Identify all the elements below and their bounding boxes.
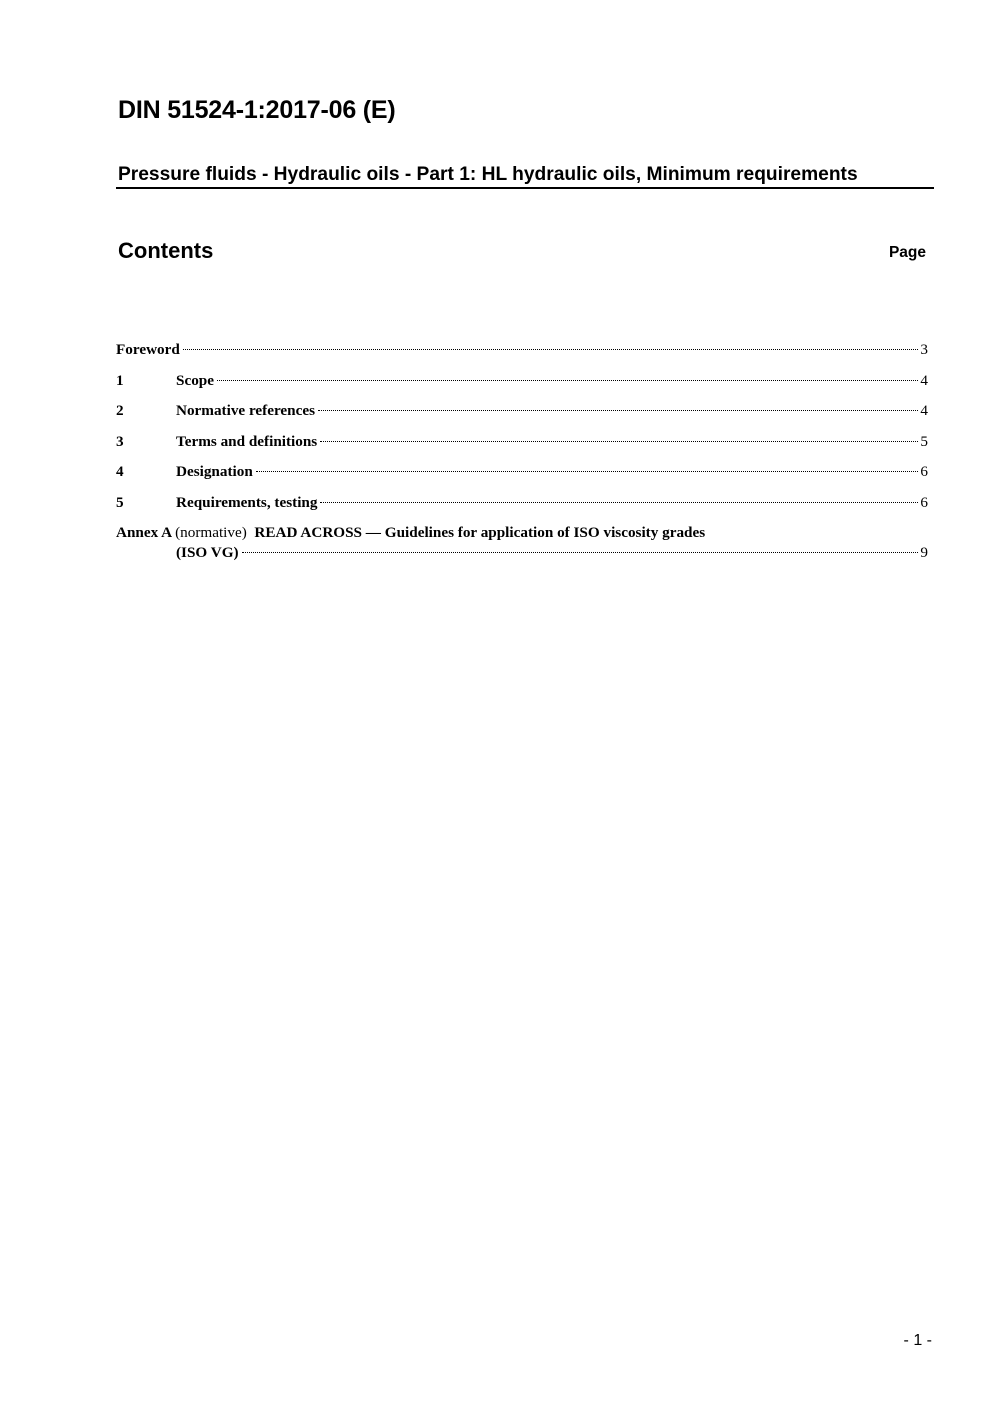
toc-entry-terms-and-definitions[interactable] <box>116 432 928 452</box>
toc-entry-annex-a[interactable] <box>116 523 928 563</box>
document-subtitle: Pressure fluids - Hydraulic oils - Part 1: HL hydraulic oils, Minimum requirements <box>116 162 934 189</box>
toc-entry-title: Foreword <box>116 341 180 358</box>
annex-status: (normative) <box>175 524 247 541</box>
annex-title-continuation: (ISO VG) <box>176 544 239 561</box>
dot-leader <box>183 349 919 350</box>
toc-entry-page: 4 <box>920 402 928 419</box>
toc-entry-foreword[interactable] <box>116 340 928 360</box>
dot-leader <box>217 380 918 381</box>
toc-entry-number: 3 <box>116 432 124 450</box>
toc-entry-number: 4 <box>116 463 124 480</box>
table-of-contents <box>116 340 928 563</box>
toc-entry-title: Scope <box>176 371 214 389</box>
annex-title-line-1 <box>116 523 928 543</box>
toc-entry-title: Terms and definitions <box>176 432 318 450</box>
document-title: DIN 51524-1:2017-06 (E) <box>118 96 396 124</box>
toc-entry-page: 6 <box>920 493 928 511</box>
toc-entry-page: 5 <box>920 432 928 450</box>
page-column-label: Page <box>888 244 926 261</box>
toc-entry-number: 2 <box>116 402 124 419</box>
annex-label: Annex A <box>116 524 172 541</box>
toc-entry-number: 5 <box>116 493 124 511</box>
toc-entry-requirements-testing[interactable] <box>116 493 928 513</box>
toc-entry-page: 6 <box>920 463 928 480</box>
toc-entry-designation[interactable] <box>116 462 928 482</box>
toc-entry-number: 1 <box>116 371 124 389</box>
toc-entry-title: Normative references <box>176 402 316 419</box>
toc-entry-scope[interactable] <box>116 371 928 391</box>
toc-entry-normative-references[interactable] <box>116 401 928 421</box>
dot-leader <box>318 410 918 411</box>
dot-leader <box>320 502 918 503</box>
annex-title-line-2 <box>116 543 928 563</box>
annex-title: READ ACROSS — Guidelines for application of ISO viscosity grades <box>254 524 706 541</box>
page-number: - 1 - <box>903 1332 932 1349</box>
contents-heading: Contents <box>118 238 214 263</box>
toc-entry-title: Requirements, testing <box>176 493 318 511</box>
dot-leader <box>242 552 919 553</box>
toc-entry-page: 3 <box>920 341 928 358</box>
toc-entry-page: 4 <box>920 371 928 389</box>
toc-entry-title: Designation <box>176 463 253 480</box>
toc-entry-page: 9 <box>920 544 928 561</box>
dot-leader <box>320 441 918 442</box>
dot-leader <box>256 471 919 472</box>
